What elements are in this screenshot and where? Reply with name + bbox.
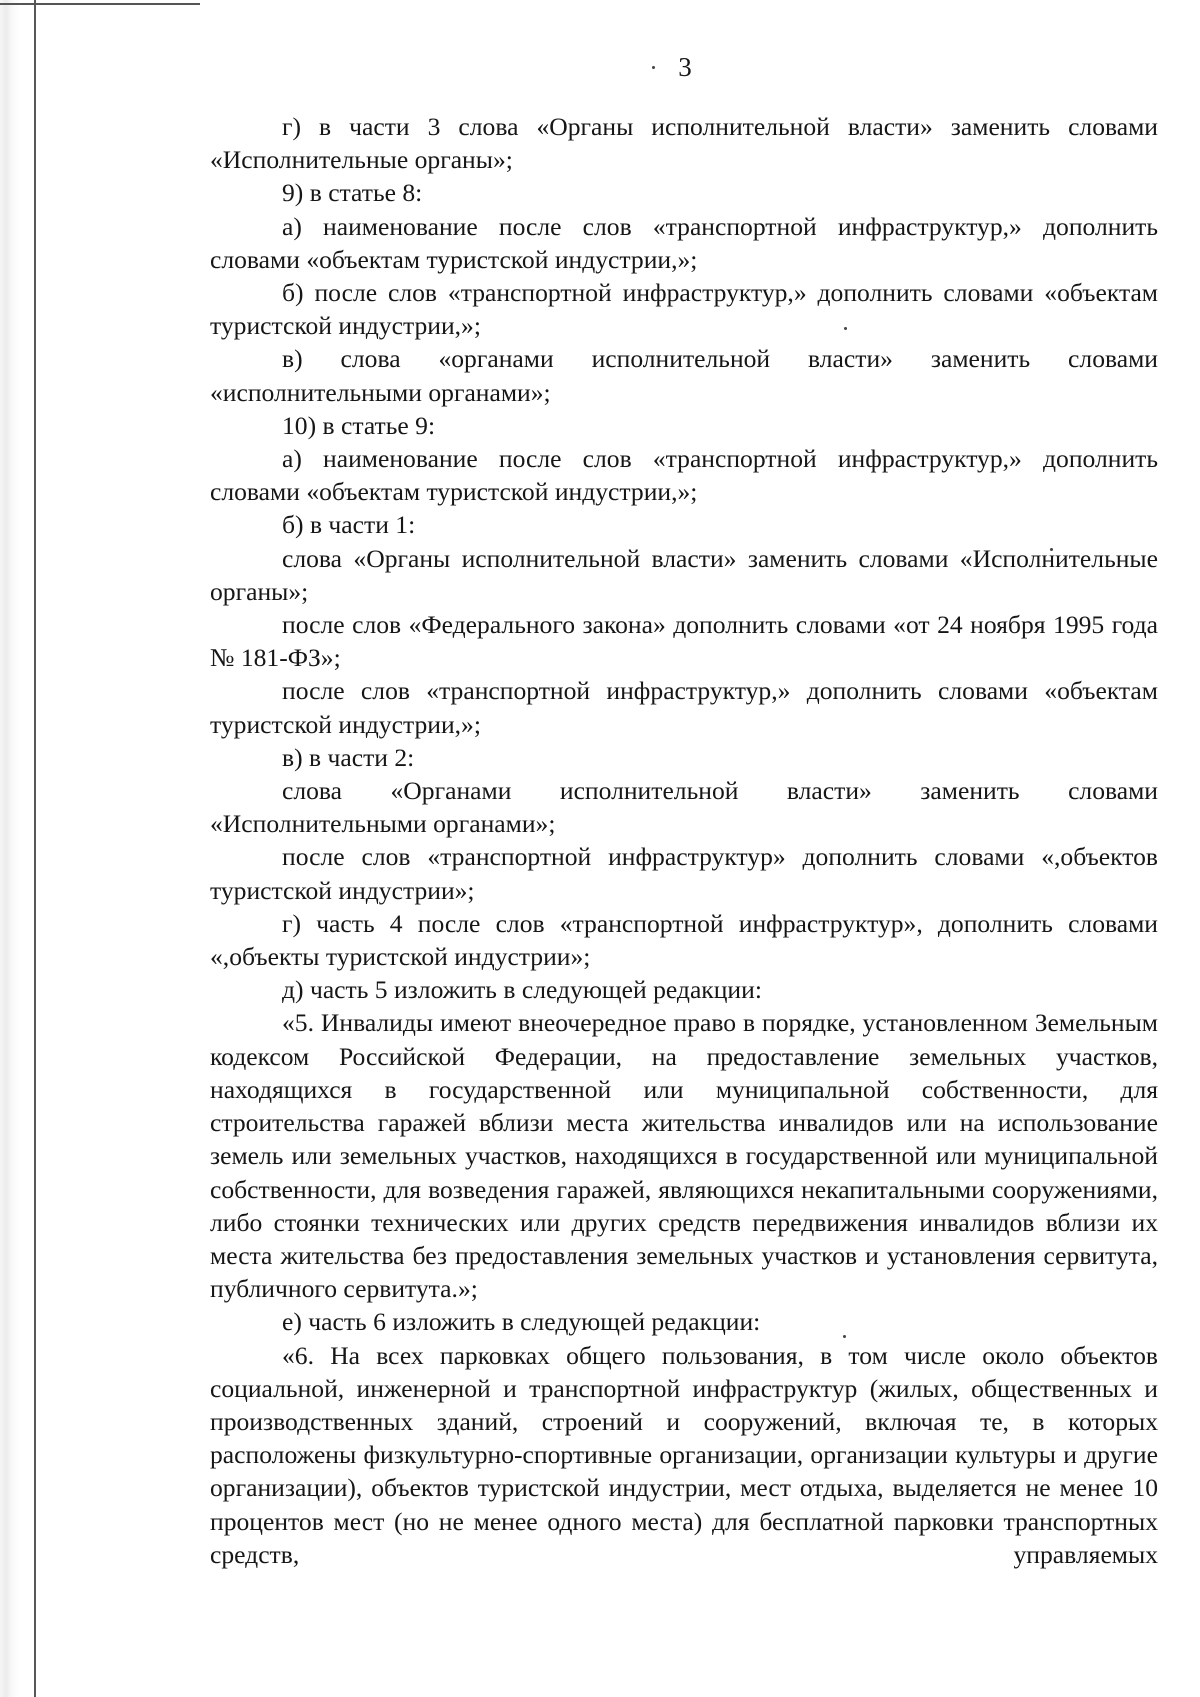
scan-binding-line	[34, 0, 36, 1697]
paragraph-art9-d-part5: д) часть 5 изложить в следующей редакции:	[282, 975, 762, 1005]
paragraph-art8-v: в) слова «органами исполнительной власти» заменить словами «исполнительными органами»;	[210, 344, 1158, 407]
paragraph-art9-a: а) наименование после слов «транспортной инфраструктур,» дополнить словами «объектам туристской индустрии,»;	[210, 444, 1158, 507]
paragraph-art9-b-federal-law: после слов «Федерального закона» дополнить словами «от 24 ноября 1995 года № 181-ФЗ»;	[210, 610, 1158, 673]
paragraph-art9-b-words: слова «Органы исполнительной власти» заменить словами «Исполнительные органы»;	[210, 543, 1158, 606]
paragraph-art9-e-part6: е) часть 6 изложить в следующей редакции:	[282, 1307, 761, 1337]
paragraph-art9-g-part4: г) часть 4 после слов «транспортной инфраструктур», дополнить словами «,объекты туристской индустрии»;	[210, 908, 1158, 972]
scan-top-line	[0, 3, 200, 5]
paragraph-art9-b-part1: б) в части 1:	[282, 510, 416, 540]
paragraph-art8-a: а) наименование после слов «транспортной инфраструктур,» дополнить словами «объектам туристской индустрии,»;	[210, 211, 1158, 274]
paragraph-part5-text: «5. Инвалиды имеют внеочередное право в порядке, установленном Земельным кодексом Российской Федерации, на предоставление земельных участков, находящихся в государственной или муниципальной собственности, для строительства гаражей вблизи места жительства инвалидов или на использование земель или земельных участков, находящихся в государственной или муниципальной собственности, для возведения гаражей, являющихся некапитальными сооружениями, либо стоянки технических или других средств передвижения инвалидов вблизи их места жительства без предоставления земельных участков и установления сервитута, публичного сервитута.»;	[210, 1008, 1158, 1304]
paragraph-art8-b: б) после слов «транспортной инфраструктур,» дополнить словами «объектам туристской индустрии,»;	[210, 278, 1158, 341]
paragraph-art9-v-infrastructure: после слов «транспортной инфраструктур» дополнить словами «,объектов туристской индустрии»;	[210, 842, 1158, 905]
paragraph-art9-b-infrastructure: после слов «транспортной инфраструктур,» дополнить словами «объектам туристской индустрии,»;	[210, 676, 1158, 739]
paragraph-part6-text: «6. На всех парковках общего пользования, в том числе около объектов социальной, инженерной и транспортной инфраструктур (жилых, общественных и производственных зданий, строений и сооружений, включая те, в которых расположены физкультурно-спортивные организации, организации культуры и другие организации), объектов туристской индустрии, мест отдыха, выделяется не менее 10 процентов мест (но не менее одного места) для бесплатной парковки транспортных средств, управляемых	[210, 1340, 1158, 1569]
paragraph-amend-g-part3: г) в части 3 слова «Органы исполнительной власти» заменить словами «Исполнительные органы»;	[210, 112, 1158, 175]
paragraph-art9-v-words: слова «Органами исполнительной власти» заменить словами «Исполнительными органами»;	[210, 776, 1158, 839]
paragraph-article-8: 9) в статье 8:	[282, 178, 423, 208]
document-body	[210, 110, 1158, 1571]
scan-left-edge	[0, 0, 44, 1697]
page-number: 3	[678, 52, 692, 82]
paragraph-article-9: 10) в статье 9:	[282, 410, 436, 440]
paragraph-art9-v-part2: в) в части 2:	[282, 742, 415, 772]
